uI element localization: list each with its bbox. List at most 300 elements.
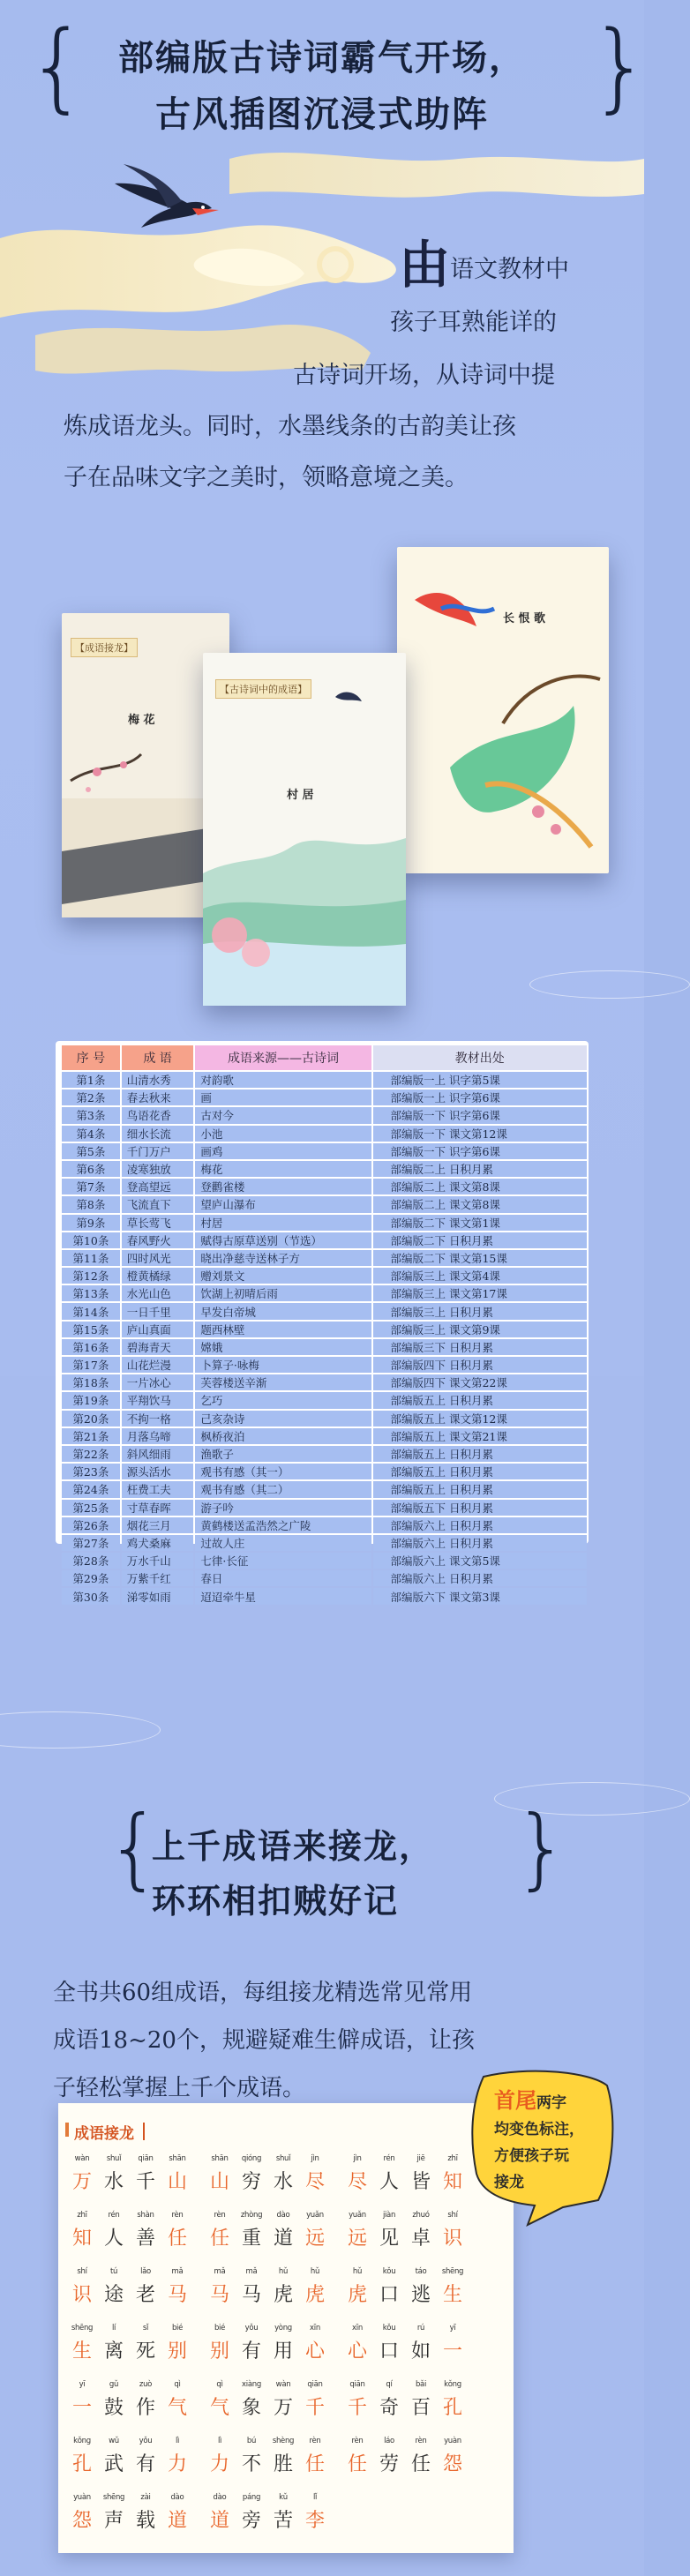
cell-textbook-source: 部编版三上 课文第9课 [373, 1322, 588, 1337]
pinyin: lǎo [140, 2267, 151, 2276]
cell-poem-source: 黄鹤楼送孟浩然之广陵 [195, 1517, 371, 1533]
cell-poem-source: 登鹳雀楼 [195, 1179, 371, 1194]
cell-index: 第4条 [62, 1126, 120, 1142]
idiom-character: 一 [71, 2397, 92, 2419]
idiom-character: 马 [209, 2284, 229, 2306]
idiom-character: 人 [379, 2171, 399, 2193]
idiom-character: 千 [347, 2397, 367, 2419]
idiom-character: 山 [167, 2171, 187, 2193]
pinyin: jiàn [382, 2211, 396, 2220]
idiom-character: 途 [103, 2284, 124, 2306]
cell-textbook-source: 部编版六上 日积月累 [373, 1570, 588, 1586]
cell-poem-source: 乞巧 [195, 1392, 371, 1408]
ripple-decoration [529, 970, 690, 999]
table-row [62, 1196, 587, 1212]
cell-poem-source: 卜算子·咏梅 [195, 1357, 371, 1373]
idiom-character: 旁 [241, 2510, 261, 2532]
cell-index: 第12条 [62, 1268, 120, 1284]
cell-poem-source: 画 [195, 1090, 371, 1105]
right-brace-icon: } [514, 1796, 570, 1899]
idiom-character: 任 [347, 2453, 367, 2475]
cell-idiom: 不拘一格 [122, 1411, 194, 1427]
pinyin: wàn [74, 2154, 90, 2163]
pinyin: kǒng [73, 2437, 91, 2445]
idiom-character: 不 [241, 2453, 261, 2475]
cell-index: 第16条 [62, 1339, 120, 1355]
heading-marker [65, 2123, 69, 2137]
cell-index: 第18条 [62, 1374, 120, 1390]
cell-textbook-source: 部编版四下 日积月累 [373, 1357, 588, 1373]
preview-card-middle [203, 653, 406, 1006]
cell-index: 第9条 [62, 1215, 120, 1231]
pinyin: xīn [310, 2324, 320, 2333]
pinyin: páng [242, 2493, 261, 2502]
pinyin: jìn [353, 2154, 362, 2163]
section2-title-line-1: 上千成语来接龙， [152, 1826, 435, 1866]
cell-idiom: 一片冰心 [122, 1374, 194, 1390]
table [60, 1044, 589, 1606]
cell-idiom: 凌寒独放 [122, 1161, 194, 1177]
cell-textbook-source: 部编版一下 识字第6课 [373, 1143, 588, 1159]
table-row [62, 1215, 587, 1231]
idiom-character: 马 [241, 2284, 261, 2306]
idiom-chain-sample [58, 2103, 514, 2553]
cell-idiom: 万水千山 [122, 1553, 194, 1569]
cell-index: 第11条 [62, 1250, 120, 1266]
pinyin: mǎ [171, 2267, 184, 2276]
idiom-character: 万 [71, 2171, 92, 2193]
pinyin: shēng [71, 2324, 94, 2333]
pinyin: jiē [416, 2154, 425, 2163]
idiom-character: 虎 [273, 2284, 293, 2306]
idiom-character: 虎 [347, 2284, 367, 2306]
pinyin: rèn [171, 2211, 184, 2220]
preview-card-right [397, 547, 609, 873]
idiom-character: 虎 [304, 2284, 325, 2306]
intro-line-1 [399, 235, 570, 295]
card-label-left: 【成语接龙】 [71, 638, 138, 657]
cell-idiom: 涕零如雨 [122, 1588, 194, 1604]
table-row [62, 1143, 587, 1159]
pinyin: kǒu [382, 2324, 396, 2333]
cell-textbook-source: 部编版六上 课文第5课 [373, 1553, 588, 1569]
pinyin: shān [169, 2154, 186, 2163]
idiom-character: 善 [135, 2228, 155, 2250]
idiom-character: 气 [167, 2397, 187, 2419]
cell-idiom: 一日千里 [122, 1303, 194, 1319]
cell-idiom: 万紫千红 [122, 1570, 194, 1586]
cell-idiom: 四时风光 [122, 1250, 194, 1266]
cell-textbook-source: 部编版六上 日积月累 [373, 1517, 588, 1533]
badge-line-3: 方便孩子玩 [494, 2147, 569, 2165]
pinyin: hǔ [310, 2267, 320, 2276]
cell-textbook-source: 部编版二下 课文第15课 [373, 1250, 588, 1266]
pinyin: kǒng [444, 2380, 461, 2389]
header-poem-source: 成语来源——古诗词 [195, 1045, 371, 1070]
pinyin: shàn [137, 2211, 154, 2220]
pinyin: shuǐ [275, 2154, 291, 2163]
pinyin: táo [415, 2267, 427, 2276]
idiom-character: 卓 [410, 2228, 431, 2250]
table-header-row [62, 1045, 587, 1070]
idiom-character: 尽 [304, 2171, 325, 2193]
cell-poem-source: 望庐山瀑布 [195, 1196, 371, 1212]
phoenix-illustration [397, 547, 609, 873]
idiom-character: 马 [167, 2284, 187, 2306]
idiom-character: 老 [135, 2284, 155, 2306]
cell-poem-source: 嫦娥 [195, 1339, 371, 1355]
chain-row [58, 2267, 514, 2317]
intro-line-5: 子在品味文字之美时，领略意境之美。 [64, 464, 469, 491]
cell-textbook-source: 部编版二上 课文第8课 [373, 1196, 588, 1212]
cell-index: 第25条 [62, 1500, 120, 1516]
cell-poem-source: 画鸡 [195, 1143, 371, 1159]
idiom-character: 孔 [442, 2397, 462, 2419]
pinyin: kǒu [382, 2267, 396, 2276]
table-row [62, 1090, 587, 1105]
pinyin: bǎi [415, 2380, 427, 2389]
cell-idiom: 庐山真面 [122, 1322, 194, 1337]
idiom-character: 有 [241, 2340, 261, 2363]
book-page-previews [53, 547, 618, 1006]
cell-textbook-source: 部编版五下 日积月累 [373, 1500, 588, 1516]
cell-textbook-source: 部编版二下 课文第1课 [373, 1215, 588, 1231]
cell-idiom: 春去秋来 [122, 1090, 194, 1105]
cell-textbook-source: 部编版三下 日积月累 [373, 1339, 588, 1355]
cell-poem-source: 春日 [195, 1570, 371, 1586]
table-row [62, 1535, 587, 1551]
badge-highlight: 首尾 [494, 2087, 536, 2113]
pinyin: hǔ [278, 2267, 289, 2276]
idiom-character: 百 [410, 2397, 431, 2419]
chain-row [58, 2437, 514, 2486]
pinyin: shān [211, 2154, 229, 2163]
cell-textbook-source: 部编版二上 课文第8课 [373, 1179, 588, 1194]
idiom-character: 人 [103, 2228, 124, 2250]
pinyin: dào [170, 2493, 184, 2502]
pinyin: zhī [77, 2211, 87, 2220]
pinyin: yuàn [73, 2493, 91, 2502]
idiom-character: 奇 [379, 2397, 399, 2419]
idiom-character: 生 [442, 2284, 462, 2306]
table-row [62, 1250, 587, 1266]
cell-poem-source: 游子吟 [195, 1500, 371, 1516]
pinyin: sǐ [142, 2324, 149, 2333]
table-row [62, 1357, 587, 1373]
pinyin: lì [217, 2437, 222, 2445]
chain-row [58, 2493, 514, 2542]
idiom-character: 有 [135, 2453, 155, 2475]
cell-idiom: 斜风细雨 [122, 1446, 194, 1462]
cell-index: 第21条 [62, 1428, 120, 1444]
cell-poem-source: 七律·长征 [195, 1553, 371, 1569]
pinyin: zhī [447, 2154, 458, 2163]
table-row [62, 1179, 587, 1194]
idiom-character: 气 [209, 2397, 229, 2419]
idiom-character: 重 [241, 2228, 261, 2250]
cell-index: 第19条 [62, 1392, 120, 1408]
cell-textbook-source: 部编版五上 日积月累 [373, 1392, 588, 1408]
idiom-character: 知 [71, 2228, 92, 2250]
table-row [62, 1161, 587, 1177]
cell-textbook-source: 部编版一下 识字第6课 [373, 1107, 588, 1123]
chain-row [58, 2324, 514, 2373]
cell-textbook-source: 部编版六下 课文第3课 [373, 1588, 588, 1604]
pinyin: yuàn [444, 2437, 461, 2445]
cell-index: 第24条 [62, 1481, 120, 1497]
headline [0, 30, 644, 143]
pinyin: qiān [138, 2154, 154, 2163]
pinyin: mǎ [245, 2267, 258, 2276]
idiom-character: 一 [442, 2340, 462, 2363]
idiom-character: 李 [304, 2510, 325, 2532]
intro-line-1-text: 语文教材中 [450, 256, 570, 283]
cell-poem-source: 赠刘景文 [195, 1268, 371, 1284]
pinyin: qí [386, 2380, 393, 2389]
cell-idiom: 山花烂漫 [122, 1357, 194, 1373]
idiom-character: 任 [167, 2228, 187, 2250]
cell-textbook-source: 部编版五上 日积月累 [373, 1464, 588, 1479]
idiom-character: 远 [304, 2228, 325, 2250]
cell-index: 第20条 [62, 1411, 120, 1427]
cell-index: 第5条 [62, 1143, 120, 1159]
cell-textbook-source: 部编版三上 课文第17课 [373, 1285, 588, 1301]
pinyin: shēng [102, 2493, 125, 2502]
table-row [62, 1232, 587, 1248]
pinyin: yuǎn [349, 2211, 366, 2220]
pinyin: láo [384, 2437, 394, 2445]
cell-textbook-source: 部编版一下 课文第12课 [373, 1126, 588, 1142]
table-row [62, 1500, 587, 1516]
pinyin: yī [79, 2380, 86, 2389]
idiom-character: 心 [347, 2340, 367, 2363]
cell-poem-source: 枫桥夜泊 [195, 1428, 371, 1444]
pinyin: qì [174, 2380, 181, 2389]
cell-idiom: 月落乌啼 [122, 1428, 194, 1444]
pinyin: shèng [272, 2437, 295, 2445]
cell-index: 第15条 [62, 1322, 120, 1337]
pinyin: yuǎn [306, 2211, 324, 2220]
idiom-character: 别 [209, 2340, 229, 2363]
pinyin: zhuó [412, 2211, 430, 2220]
pinyin: rèn [415, 2437, 427, 2445]
cell-poem-source: 观书有感（其二） [195, 1481, 371, 1497]
pinyin: rèn [309, 2437, 321, 2445]
cell-index: 第17条 [62, 1357, 120, 1373]
idiom-character: 任 [304, 2453, 325, 2475]
idiom-character: 穷 [241, 2171, 261, 2193]
cell-poem-source: 过故人庄 [195, 1535, 371, 1551]
chain-row [58, 2380, 514, 2430]
idiom-character: 心 [304, 2340, 325, 2363]
left-brace-icon: { [26, 10, 88, 123]
cell-poem-source: 己亥杂诗 [195, 1411, 371, 1427]
idiom-character: 尽 [347, 2171, 367, 2193]
cell-idiom: 细水长流 [122, 1126, 194, 1142]
pinyin: xiàng [242, 2380, 261, 2389]
idiom-character: 千 [135, 2171, 155, 2193]
cell-idiom: 源头活水 [122, 1464, 194, 1479]
heading-divider [143, 2123, 145, 2140]
pinyin: zhòng [240, 2211, 263, 2220]
idiom-character: 识 [442, 2228, 462, 2250]
pinyin: yòng [274, 2324, 292, 2333]
cell-idiom: 山清水秀 [122, 1072, 194, 1088]
pinyin: rèn [351, 2437, 364, 2445]
cell-poem-source: 赋得古原草送别（节选） [195, 1232, 371, 1248]
cell-poem-source: 梅花 [195, 1161, 371, 1177]
idiom-character: 生 [71, 2340, 92, 2363]
pinyin: kǔ [279, 2493, 288, 2502]
badge-line-4: 接龙 [494, 2174, 524, 2191]
idiom-character: 象 [241, 2397, 261, 2419]
cell-index: 第29条 [62, 1570, 120, 1586]
pinyin: lí [111, 2324, 116, 2333]
cell-idiom: 橙黄橘绿 [122, 1268, 194, 1284]
cell-poem-source: 饮湖上初晴后雨 [195, 1285, 371, 1301]
cell-poem-source: 古对今 [195, 1107, 371, 1123]
cell-textbook-source: 部编版六上 日积月累 [373, 1535, 588, 1551]
pinyin: zuò [139, 2380, 153, 2389]
idiom-character: 用 [273, 2340, 293, 2363]
table-row [62, 1588, 587, 1604]
idiom-character: 道 [273, 2228, 293, 2250]
pinyin: rèn [214, 2211, 226, 2220]
cell-textbook-source: 部编版一上 识字第5课 [373, 1072, 588, 1088]
idiom-character: 任 [410, 2453, 431, 2475]
idiom-character: 山 [209, 2171, 229, 2193]
chain-row [58, 2154, 514, 2204]
cell-index: 第3条 [62, 1107, 120, 1123]
idiom-character: 作 [135, 2397, 155, 2419]
pinyin: shuǐ [106, 2154, 122, 2163]
cell-index: 第23条 [62, 1464, 120, 1479]
desc2-line-3: 子轻松掌握上千个成语。 [53, 2075, 306, 2101]
idiom-character: 知 [442, 2171, 462, 2193]
table-row [62, 1303, 587, 1319]
pinyin: yī [449, 2324, 456, 2333]
cell-poem-source: 观书有感（其一） [195, 1464, 371, 1479]
cell-poem-source: 对韵歌 [195, 1072, 371, 1088]
right-brace-icon: } [589, 10, 651, 123]
table-row [62, 1446, 587, 1462]
pinyin: wàn [275, 2380, 291, 2389]
badge-text [494, 2087, 609, 2196]
cell-textbook-source: 部编版五上 课文第12课 [373, 1411, 588, 1427]
idiom-character: 万 [273, 2397, 293, 2419]
card-title-right: 长 恨 歌 [503, 612, 546, 625]
cell-idiom: 千门万户 [122, 1143, 194, 1159]
idiom-character: 水 [273, 2171, 293, 2193]
cell-poem-source: 题西林壁 [195, 1322, 371, 1337]
cell-index: 第26条 [62, 1517, 120, 1533]
landscape-illustration [203, 653, 406, 1006]
left-brace-icon: { [106, 1796, 162, 1899]
intro-line-4: 炼成语龙头。同时，水墨线条的古韵美让孩 [64, 413, 516, 440]
cell-textbook-source: 部编版一上 识字第6课 [373, 1090, 588, 1105]
idiom-character: 皆 [410, 2171, 431, 2193]
idiom-character: 死 [135, 2340, 155, 2363]
idiom-character: 识 [71, 2284, 92, 2306]
table-row [62, 1481, 587, 1497]
table-row [62, 1339, 587, 1355]
cell-textbook-source: 部编版五上 课文第21课 [373, 1428, 588, 1444]
table-row [62, 1464, 587, 1479]
cell-poem-source: 村居 [195, 1215, 371, 1231]
badge-line-2: 均变色标注， [494, 2121, 584, 2138]
cell-poem-source: 迢迢牵牛星 [195, 1588, 371, 1604]
cell-idiom: 草长莺飞 [122, 1215, 194, 1231]
table-row [62, 1570, 587, 1586]
pinyin: bié [214, 2324, 226, 2333]
cell-index: 第28条 [62, 1553, 120, 1569]
desc2-line-1: 全书共60组成语，每组接龙精选常见常用 [53, 1980, 473, 2006]
cell-index: 第7条 [62, 1179, 120, 1194]
card-title-middle: 村 居 [287, 789, 314, 802]
cell-idiom: 水光山色 [122, 1285, 194, 1301]
cell-index: 第13条 [62, 1285, 120, 1301]
idiom-character: 别 [167, 2340, 187, 2363]
cell-index: 第1条 [62, 1072, 120, 1088]
cell-textbook-source: 部编版二上 日积月累 [373, 1161, 588, 1177]
cell-textbook-source: 部编版三上 课文第4课 [373, 1268, 588, 1284]
intro-line-3: 古诗词开场，从诗词中提 [293, 362, 555, 389]
card-title-left: 梅 花 [128, 714, 155, 727]
section2-title-line-2: 环环相扣贼好记 [152, 1881, 400, 1921]
table-row [62, 1553, 587, 1569]
desc2-line-2: 成语18~20个，规避疑难生僻成语，让孩 [53, 2027, 475, 2054]
cell-idiom: 鸟语花香 [122, 1107, 194, 1123]
idiom-character: 载 [135, 2510, 155, 2532]
cell-poem-source: 早发白帝城 [195, 1303, 371, 1319]
cell-idiom: 鸡犬桑麻 [122, 1535, 194, 1551]
cell-idiom: 平翔饮马 [122, 1392, 194, 1408]
idiom-character: 声 [103, 2510, 124, 2532]
pinyin: dào [276, 2211, 290, 2220]
idiom-character: 千 [304, 2397, 325, 2419]
pinyin: mǎ [214, 2267, 226, 2276]
pinyin: qì [216, 2380, 223, 2389]
cell-index: 第30条 [62, 1588, 120, 1604]
cell-poem-source: 芙蓉楼送辛渐 [195, 1374, 371, 1390]
header-textbook-source: 教材出处 [373, 1045, 588, 1070]
pinyin: xīn [352, 2324, 363, 2333]
cell-idiom: 春风野火 [122, 1232, 194, 1248]
cell-textbook-source: 部编版五上 日积月累 [373, 1446, 588, 1462]
idiom-character: 武 [103, 2453, 124, 2475]
swallow-icon [106, 157, 229, 236]
pinyin: jìn [311, 2154, 319, 2163]
cell-idiom: 烟花三月 [122, 1517, 194, 1533]
table-row [62, 1392, 587, 1408]
chain-row [58, 2211, 514, 2260]
header-index: 序 号 [62, 1045, 120, 1070]
pinyin: tú [109, 2267, 118, 2276]
table-row [62, 1322, 587, 1337]
cell-index: 第6条 [62, 1161, 120, 1177]
cell-idiom: 登高望远 [122, 1179, 194, 1194]
cell-index: 第22条 [62, 1446, 120, 1462]
idiom-source-table [56, 1041, 589, 1604]
pinyin: yǒu [139, 2437, 153, 2445]
idiom-character: 苦 [273, 2510, 293, 2532]
pinyin: shēng [441, 2267, 464, 2276]
pinyin: dào [213, 2493, 227, 2502]
table-row [62, 1268, 587, 1284]
idiom-character: 逃 [410, 2284, 431, 2306]
idiom-character: 怨 [442, 2453, 462, 2475]
pinyin: wǔ [109, 2437, 119, 2445]
